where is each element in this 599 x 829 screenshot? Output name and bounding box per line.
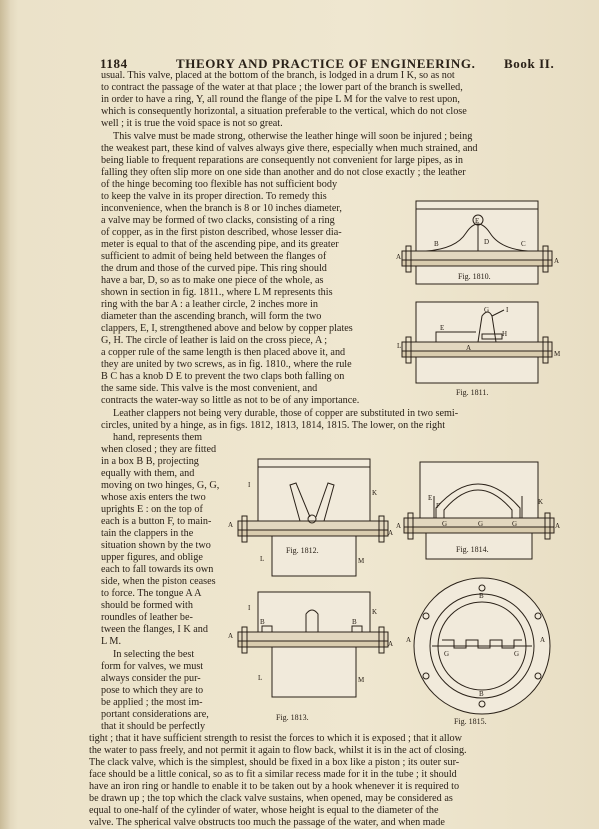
- text-line: tight ; that it have sufficient strength to resist the forces to which it is exposed ; that it allow: [89, 733, 462, 744]
- text-line: clappers, E, I, strengthened above and below by copper plates: [101, 323, 353, 334]
- text-line: situation shown by the two: [101, 540, 211, 551]
- fig1811-label-g: G: [484, 306, 490, 314]
- text-line: face should be a little conical, so as to fit a similar recess made for it in the tube ; it should: [89, 769, 457, 780]
- fig1812-label-i: I: [248, 481, 251, 489]
- text-line: In selecting the best: [113, 649, 195, 660]
- text-line: when closed ; they are fitted: [101, 444, 217, 455]
- fig1811-caption: Fig. 1811.: [456, 388, 489, 397]
- fig1810-label-a-right: A: [554, 257, 560, 265]
- fig1814-caption: Fig. 1814.: [456, 545, 489, 554]
- fig1814-label-g-3: G: [512, 520, 518, 528]
- text-line: valve. The spherical valve obstructs too much the passage of the water, and when made: [89, 817, 445, 828]
- text-line: each to fall towards its own: [101, 564, 214, 575]
- text-line: circles, united by a hinge, as in figs. 1812, 1813, 1814, 1815. The lower, on the right: [101, 420, 446, 431]
- figure-1812: [228, 455, 396, 583]
- text-line: well ; it is true the void space is not so great.: [101, 118, 283, 129]
- book-number: Book II.: [504, 56, 555, 71]
- text-line: a valve may be formed of two clacks, consisting of a ring: [101, 215, 335, 226]
- text-line: of the hinge becoming too flexible has not sufficient body: [101, 179, 338, 190]
- text-line: each is a button F, to main-: [101, 516, 212, 527]
- fig1810-label-a-left: A: [396, 253, 402, 261]
- fig1814-label-a-right: A: [555, 522, 561, 530]
- fig1813-label-a-left: A: [228, 632, 234, 640]
- text-line: L M.: [101, 636, 121, 647]
- text-line: contracts the water-way so little as not to be of any importance.: [101, 395, 360, 406]
- text-line: that it should be perfectly: [101, 721, 206, 732]
- fig1812-label-a-left: A: [228, 521, 234, 529]
- fig1810-caption: Fig. 1810.: [458, 272, 491, 281]
- fig1815-label-g-right: G: [514, 650, 520, 658]
- fig1811-label-l: L: [397, 342, 402, 350]
- fig1815-label-a-left: A: [406, 636, 412, 644]
- fig1814-label-k: K: [538, 498, 544, 506]
- text-line: the weakest part, these kind of valves always give there, especially when much strained, and: [101, 143, 478, 154]
- text-line: This valve must be made strong, otherwise the leather hinge will soon be injured ; being: [113, 131, 473, 142]
- text-line: of copper, as in the first piston described, whose lesser dia-: [101, 227, 342, 238]
- text-line: falling they often slip more on one side than another and do not close exactly ; the leather: [101, 167, 466, 178]
- text-line: in a box B B, projecting: [101, 456, 199, 467]
- text-line: ring with the bar A : a leather circle, 2 inches more in: [101, 299, 318, 310]
- text-line: have an iron ring or handle to enable it to be taken out by a hook whenever it is required to: [89, 781, 460, 792]
- figure-1811: [396, 296, 562, 400]
- text-line: B C has a knob D E to prevent the two claps both falling on: [101, 371, 345, 382]
- text-line: form for valves, we must: [101, 661, 204, 672]
- text-line: should be formed with: [101, 600, 193, 611]
- fig1813-label-b-right: B: [352, 618, 357, 626]
- text-line: to keep the valve in its proper direction. To remedy this: [101, 191, 327, 202]
- running-title: THEORY AND PRACTICE OF ENGINEERING.: [176, 56, 476, 71]
- fig1810-label-c: C: [521, 240, 526, 248]
- text-line: to contract the passage of the water at that place ; the lower part of the branch is swelled,: [101, 82, 463, 93]
- fig1810-label-b: B: [434, 240, 439, 248]
- text-line: be drawn up ; the top which the clack valve sustains, when opened, may be considered as: [89, 793, 453, 804]
- fig1812-label-k: K: [372, 489, 378, 497]
- text-line: moving on two hinges, G, G,: [101, 480, 220, 491]
- text-line: the same side. This valve is the most convenient, and: [101, 383, 318, 394]
- text-line: inconvenience, when the branch is 8 or 10 inches diameter,: [101, 203, 342, 214]
- fig1813-caption: Fig. 1813.: [276, 713, 309, 722]
- fig1814-label-e: E: [428, 494, 433, 502]
- fig1815-label-b-bottom: B: [479, 690, 484, 698]
- fig1815-label-g-left: G: [444, 650, 450, 658]
- text-line: tain the clappers in the: [101, 528, 194, 539]
- text-line: hand, represents them: [113, 432, 203, 443]
- text-line: in order to have a ring, Y, all round the flange of the pipe L M for the valve to rest upon,: [101, 94, 460, 105]
- fig1812-label-a-right: A: [388, 529, 394, 537]
- text-line: always consider the pur-: [101, 673, 201, 684]
- text-line: the water to pass freely, and not permit it again to flow back, whilst it is in the act of closing.: [89, 745, 467, 756]
- text-line: roundles of leather be-: [101, 612, 193, 623]
- fig1812-caption: Fig. 1812.: [286, 546, 319, 555]
- fig1811-label-m: M: [554, 350, 561, 358]
- text-line: tween the flanges, I K and: [101, 624, 208, 635]
- text-line: equal to one-half of the cylinder of water, whose height is equal to the diameter of the: [89, 805, 439, 816]
- fig1813-label-k: K: [372, 608, 378, 616]
- text-line: the drum and those of the curved pipe. This ring should: [101, 263, 327, 274]
- fig1813-label-b-left: B: [260, 618, 265, 626]
- fig1813-label-a-right: A: [388, 640, 394, 648]
- page-spine-shadow: [0, 0, 10, 829]
- fig1812-label-l: L: [260, 555, 265, 563]
- fig1813-label-i: I: [248, 604, 251, 612]
- fig1811-label-h: H: [502, 330, 508, 338]
- text-line: shown in section in fig. 1811., where L M represents this: [101, 287, 333, 298]
- fig1815-label-b-top: B: [479, 592, 484, 600]
- text-line: which is consequently horizontal, a situation preferable to the vertical, which do not close: [101, 106, 467, 117]
- fig1811-label-a: A: [466, 344, 472, 352]
- fig1815-label-a-right: A: [540, 636, 546, 644]
- fig1812-label-m: M: [358, 557, 365, 565]
- fig1814-label-f: F: [436, 502, 440, 510]
- fig1811-label-i: I: [506, 306, 509, 314]
- figure-1815: [396, 576, 562, 728]
- text-line: being liable to frequent reparations are consequently not convenient for large pipes, as in: [101, 155, 463, 166]
- text-line: a copper rule of the same length is then placed above it, and: [101, 347, 346, 358]
- text-line: they are united by two screws, as in fig. 1810., where the rule: [101, 359, 352, 370]
- fig1810-label-e: E: [475, 217, 480, 225]
- figure-1810: [396, 193, 562, 287]
- fig1813-label-l: L: [258, 674, 263, 682]
- fig1810-label-d: D: [484, 238, 490, 246]
- text-line: to force. The tongue A A: [101, 588, 202, 599]
- text-line: Leather clappers not being very durable, those of copper are substituted in two semi-: [113, 408, 459, 419]
- text-line: The clack valve, which is the simplest, should be fixed in a box like a piston ; its outer sur-: [89, 757, 460, 768]
- text-line: portant considerations are,: [101, 709, 209, 720]
- fig1814-label-g-2: G: [478, 520, 484, 528]
- fig1815-caption: Fig. 1815.: [454, 717, 487, 726]
- text-line: usual. This valve, placed at the bottom of the branch, is lodged in a drum I K, so as not: [101, 70, 455, 81]
- fig1813-label-m: M: [358, 676, 365, 684]
- text-line: whose axis enters the two: [101, 492, 206, 503]
- fig1814-label-g-1: G: [442, 520, 448, 528]
- text-line: equally with them, and: [101, 468, 195, 479]
- fig1814-label-a-left: A: [396, 522, 402, 530]
- text-line: uprights E : on the top of: [101, 504, 203, 515]
- text-line: upper figures, and oblige: [101, 552, 203, 563]
- text-line: have a bar, D, so as to make one piece of the whole, as: [101, 275, 324, 286]
- text-line: side, when the piston ceases: [101, 576, 216, 587]
- text-line: be applied ; the most im-: [101, 697, 203, 708]
- text-line: meter is equal to that of the ascending pipe, and its greater: [101, 239, 339, 250]
- page-number: 1184: [100, 56, 128, 71]
- text-line: G, H. The circle of leather is laid on the cross piece, A ;: [101, 335, 328, 346]
- text-line: sufficient to admit of being held between the flanges of: [101, 251, 327, 262]
- text-line: diameter than the ascending branch, will form the two: [101, 311, 322, 322]
- figure-1813: [228, 588, 396, 728]
- text-line: pose to which they are to: [101, 685, 204, 696]
- fig1811-label-e: E: [440, 324, 445, 332]
- figure-1814: [396, 456, 562, 566]
